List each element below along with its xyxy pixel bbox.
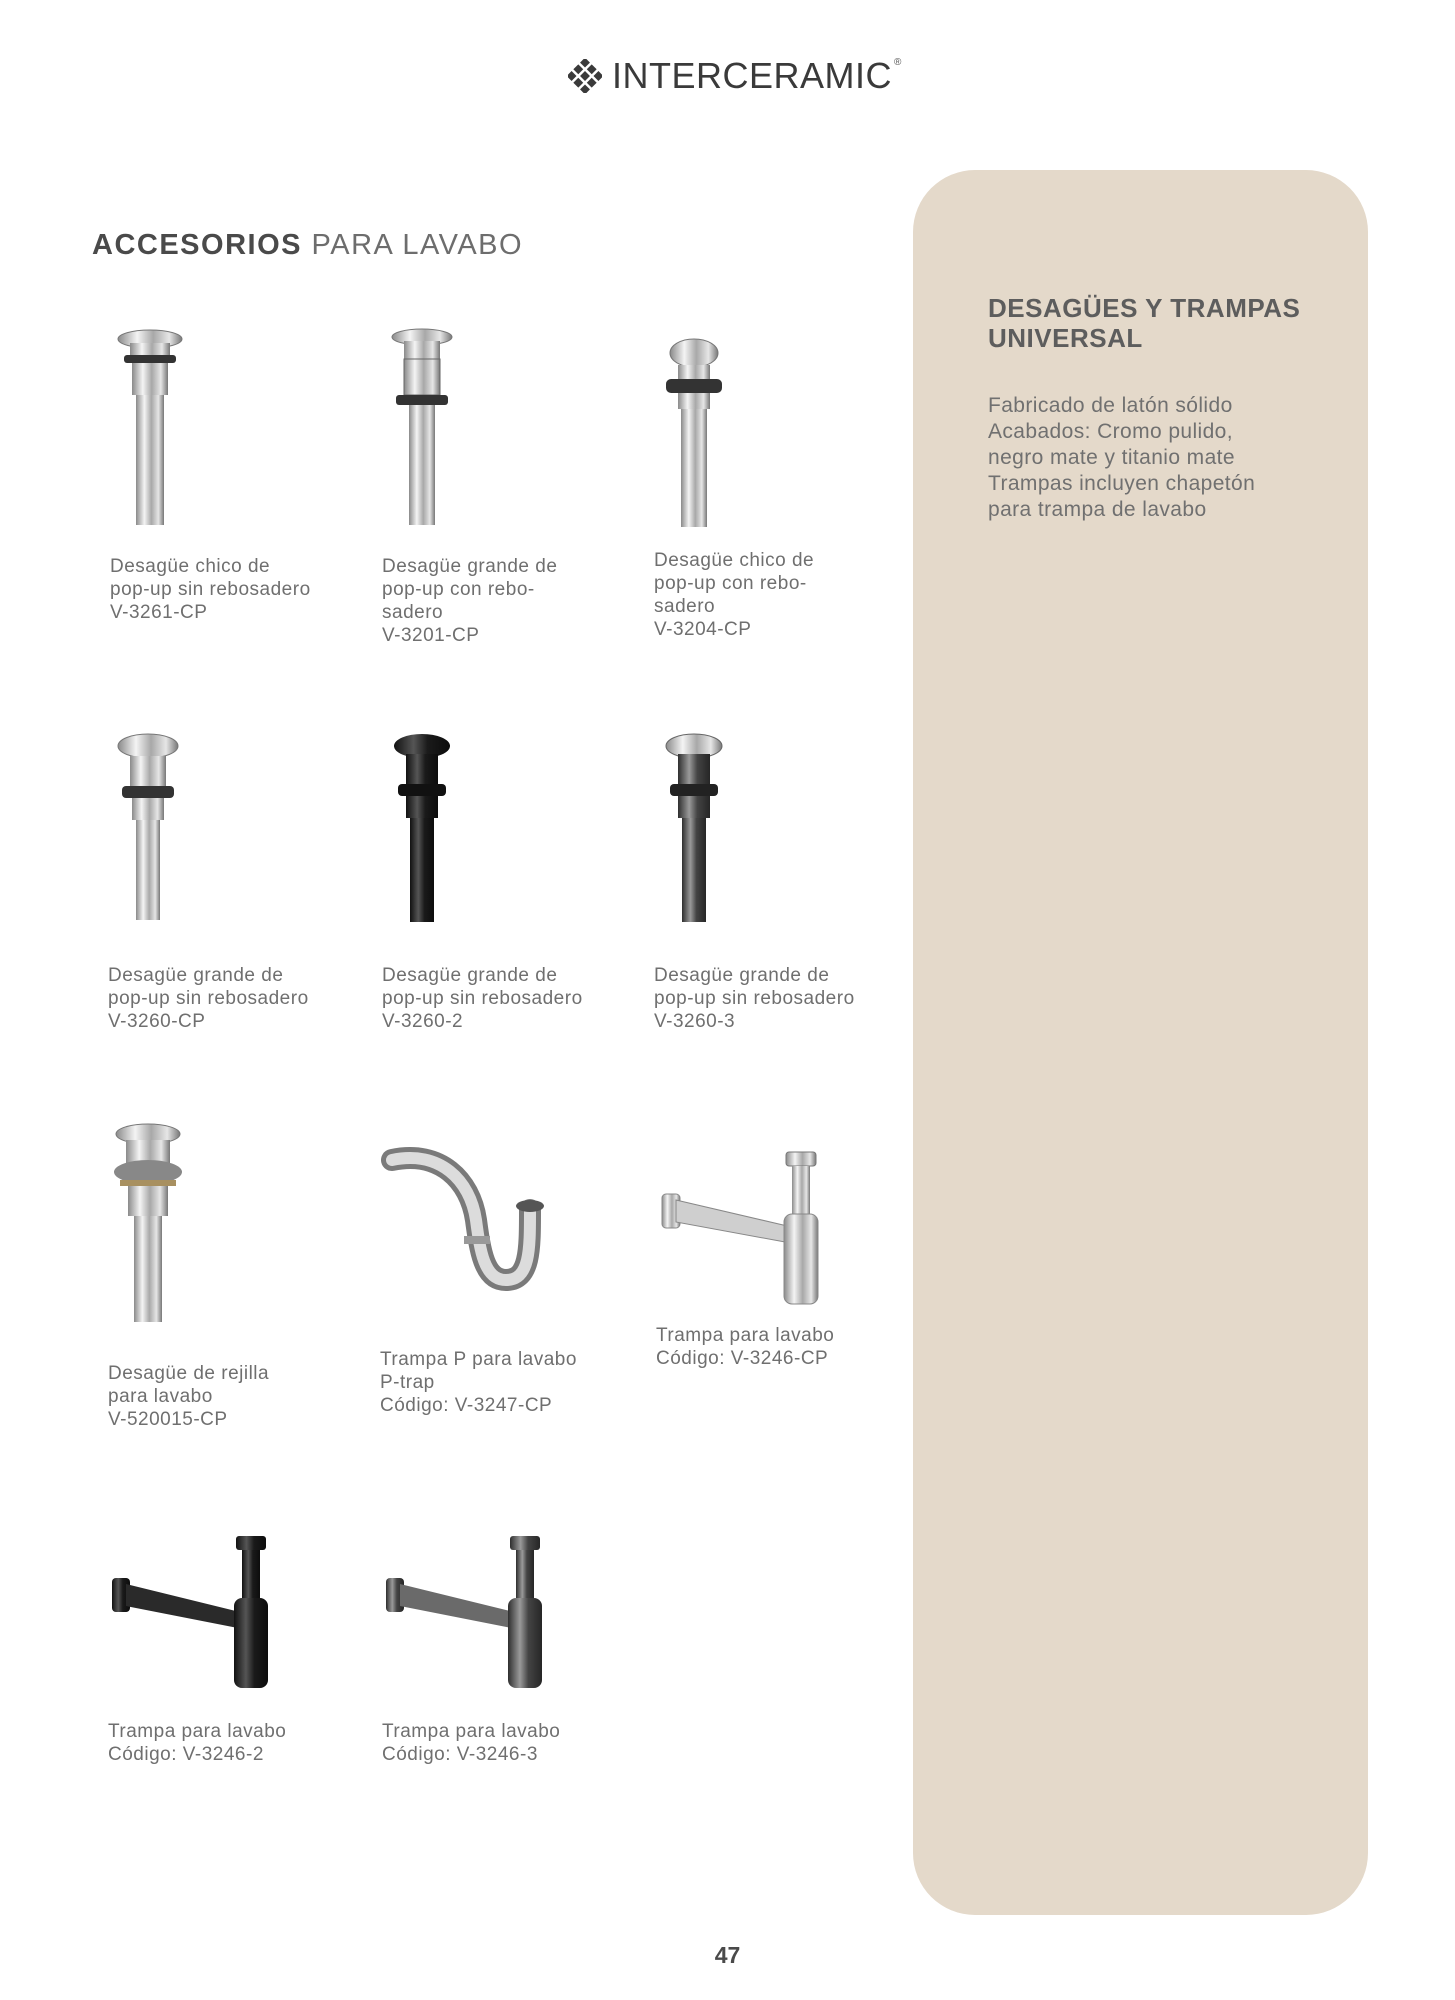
pop-up-drain-icon (108, 730, 188, 930)
product-card (108, 1120, 348, 1431)
product-caption: Desagüe grande de pop-up sin rebosadero V-3260-2 (382, 965, 583, 1032)
product-card (382, 1530, 622, 1766)
section-title (92, 229, 523, 262)
panel-description-line: Trampas incluyen chapetón (988, 472, 1256, 495)
pop-up-drain-icon (110, 325, 190, 535)
pop-up-drain-icon (382, 730, 462, 930)
product-card (382, 325, 622, 647)
panel-description-line: para trampa de lavabo (988, 498, 1207, 521)
panel-description-line: Acabados: Cromo pulido, (988, 420, 1233, 443)
product-caption: Trampa para lavabo Código: V-3246-2 (108, 1721, 287, 1765)
brand-header (568, 56, 901, 96)
product-card (382, 730, 622, 1033)
panel-title (988, 293, 1328, 353)
product-caption: Trampa para lavabo Código: V-3246-3 (382, 1721, 561, 1765)
pop-up-drain-icon (654, 335, 734, 535)
bottle-trap-icon (108, 1530, 288, 1700)
product-card (654, 335, 894, 641)
panel-title-line: UNIVERSAL (988, 323, 1143, 353)
product-card (108, 1530, 348, 1766)
product-caption: Desagüe grande de pop-up con rebo- sadero V-3201-CP (382, 556, 558, 646)
registered-mark: ® (894, 56, 902, 68)
panel-title-line: DESAGÜES Y TRAMPAS (988, 293, 1301, 323)
product-caption: Desagüe grande de pop-up sin rebosadero V-3260-CP (108, 965, 309, 1032)
product-card (110, 325, 350, 624)
product-caption: Desagüe chico de pop-up sin rebosadero V-3261-CP (110, 556, 311, 623)
brand-name: INTERCERAMIC (612, 55, 893, 96)
product-card (656, 1140, 896, 1370)
panel-description (988, 393, 1318, 523)
product-caption: Desagüe de rejilla para lavabo V-520015-CP (108, 1363, 270, 1430)
pop-up-drain-icon (382, 325, 462, 535)
product-card (108, 730, 348, 1033)
panel-description-line: negro mate y titanio mate (988, 446, 1235, 469)
product-caption: Trampa para lavabo Código: V-3246-CP (656, 1325, 835, 1369)
product-caption: Trampa P para lavabo P-trap Código: V-3247-CP (380, 1349, 577, 1416)
page-number: 47 (714, 1942, 741, 1968)
p-trap-icon (380, 1140, 560, 1310)
bottle-trap-icon (656, 1140, 836, 1310)
section-title-light: PARA LAVABO (311, 229, 524, 261)
panel-description-line: Fabricado de latón sólido (988, 394, 1233, 417)
pop-up-drain-icon (654, 730, 734, 930)
diamond-grid-logo-icon (568, 59, 602, 93)
bottle-trap-icon (382, 1530, 562, 1700)
section-title-bold: ACCESORIOS (92, 229, 302, 261)
product-card (654, 730, 894, 1033)
product-caption: Desagüe grande de pop-up sin rebosadero V-3260-3 (654, 965, 855, 1032)
product-card (380, 1140, 620, 1417)
product-caption: Desagüe chico de pop-up con rebo- sadero V-3204-CP (654, 550, 815, 640)
grid-drain-icon (108, 1120, 188, 1330)
